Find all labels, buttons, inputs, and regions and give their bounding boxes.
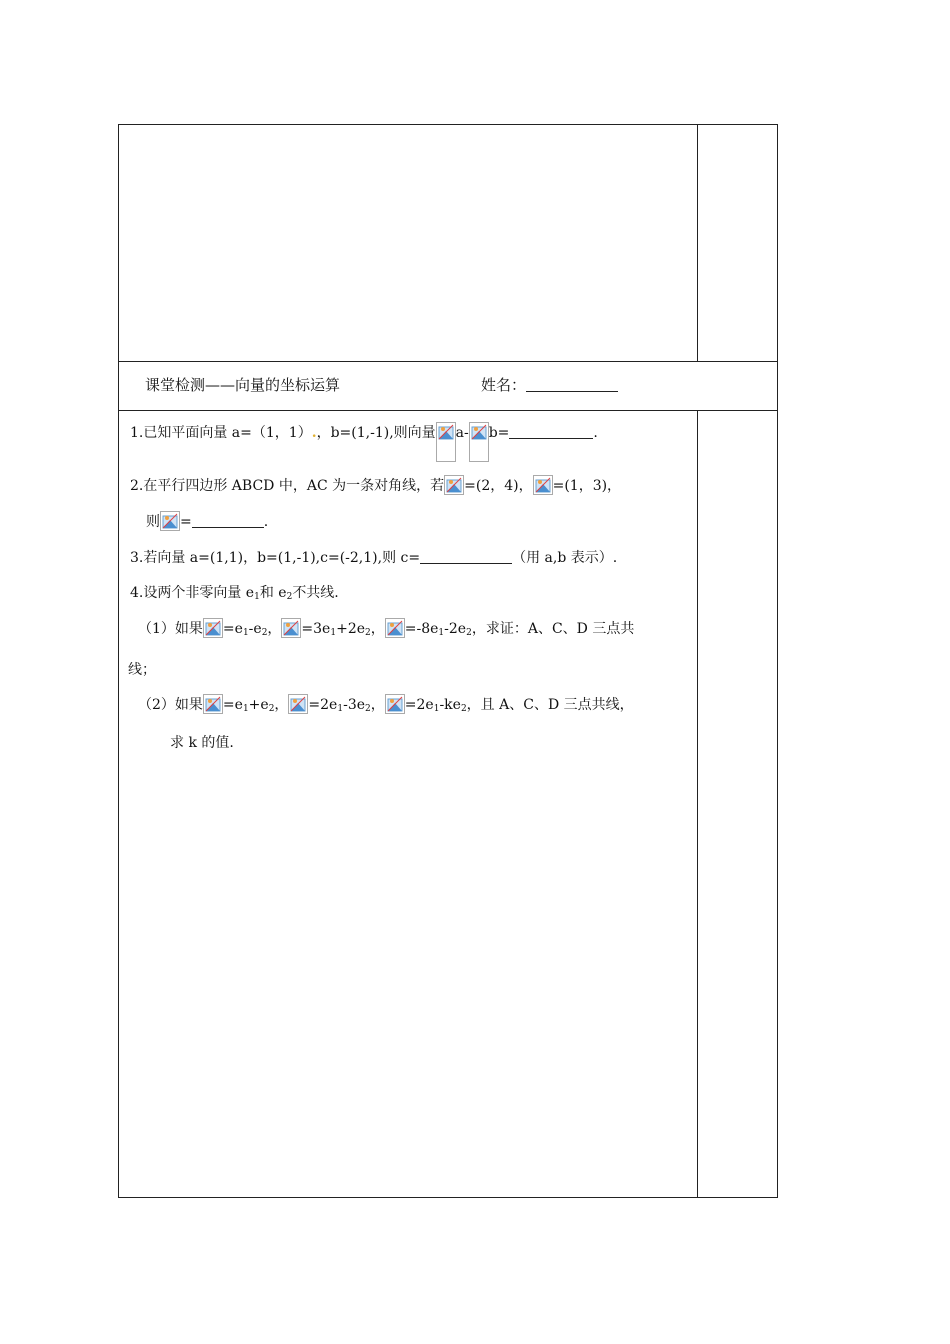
- top-blank-box: [118, 124, 778, 362]
- name-blank[interactable]: [526, 377, 618, 392]
- broken-image-icon: [385, 694, 405, 714]
- question-4-part-1-cont: 线；: [128, 662, 156, 678]
- question-1: 1.已知平面向量 a=（1，1）.，b=(1,-1),则向量 a- b= .: [130, 422, 598, 462]
- broken-image-icon: [444, 475, 464, 495]
- question-4-part-2: （2）如果 $=e_1+e_2$， $=2e_1-3e_2$， $=2e_1-ke_2$，且 A、C、D 三点共线，: [138, 694, 634, 719]
- question-2: 2.在平行四边形 ABCD 中，AC 为一条对角线，若 =(2，4)， =(1，3)，: [130, 475, 621, 496]
- answer-blank-2[interactable]: [192, 513, 264, 528]
- broken-image-icon: [203, 618, 223, 638]
- answer-blank-1[interactable]: [509, 424, 593, 439]
- name-field: [481, 374, 618, 395]
- main-box-divider: [697, 411, 698, 1197]
- question-4: 4.设两个非零向量 $e_1$和 $e_2$不共线.: [130, 585, 339, 602]
- broken-image-icon: [533, 475, 553, 495]
- broken-image-icon: [288, 694, 308, 714]
- question-2-cont: 则 = .: [146, 511, 268, 532]
- section-title: 课堂检测——向量的坐标运算: [145, 376, 341, 394]
- top-box-divider: [697, 125, 698, 361]
- broken-image-icon: [436, 422, 456, 462]
- broken-image-icon: [469, 422, 489, 462]
- name-label: 姓名：: [481, 376, 527, 394]
- broken-image-icon: [160, 511, 180, 531]
- broken-image-icon: [385, 618, 405, 638]
- question-4-part-1: （1）如果 $=e_1-e_2$， $=3e_1+2e_2$， $=-8e_1-2e_2$，求证：A、C、D 三点共: [138, 618, 634, 643]
- broken-image-icon: [203, 694, 223, 714]
- answer-blank-3[interactable]: [420, 549, 512, 564]
- header-row: [118, 361, 778, 411]
- question-4-part-2-cont: 求 k 的值.: [170, 735, 234, 751]
- dot-mark: .: [311, 425, 317, 441]
- broken-image-icon: [281, 618, 301, 638]
- question-3: 3.若向量 a=(1,1)，b=(1,-1),c=(-2,1),则 c= （用 a,b 表示）.: [130, 550, 618, 566]
